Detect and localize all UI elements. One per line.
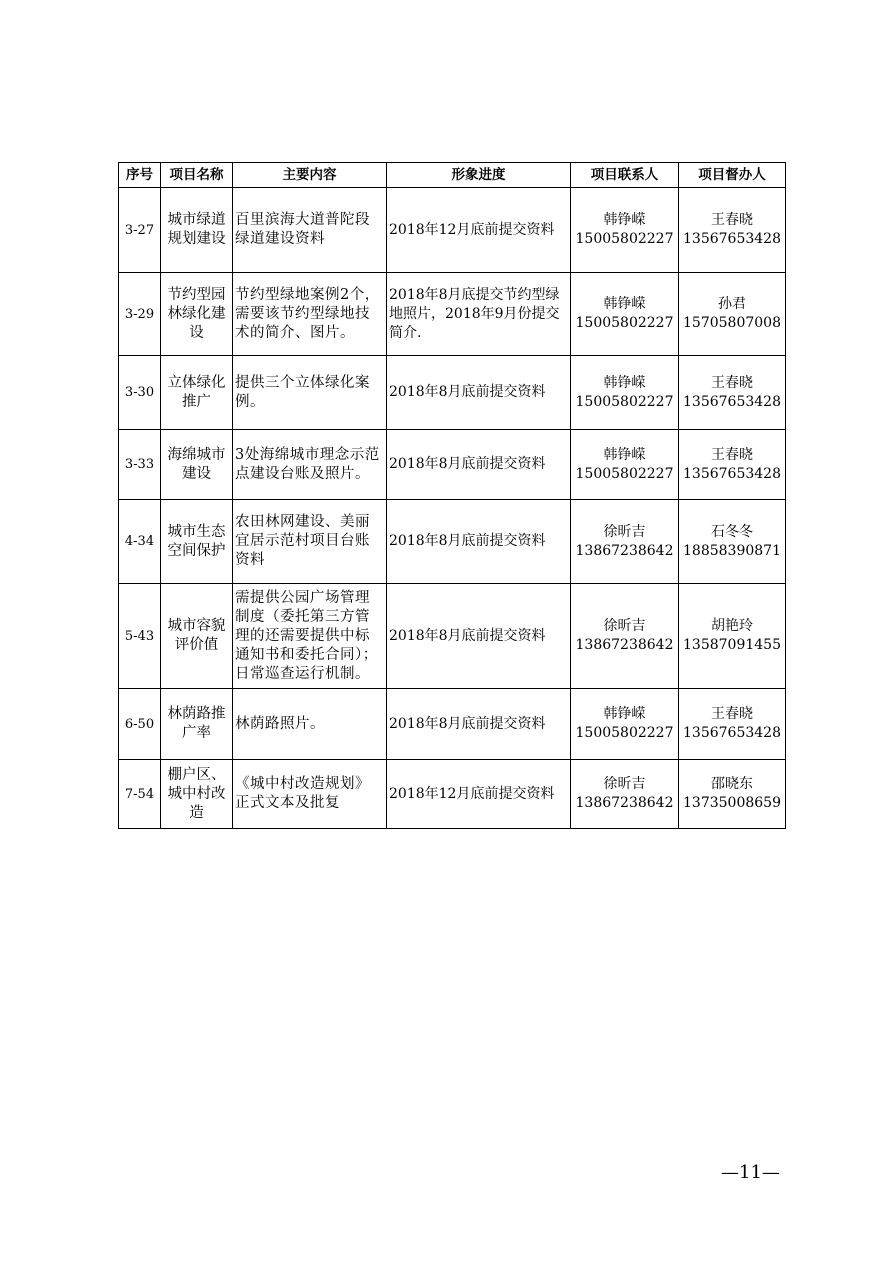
row-supervisor [679, 273, 786, 356]
row-project-name: 城市绿道规划建设 [161, 188, 233, 273]
supervisor-name: 孙君 [718, 296, 746, 312]
row-progress: 2018年12月底前提交资料 [387, 188, 571, 273]
supervisor-phone: 15705807008 [683, 315, 781, 331]
supervisor-phone: 13735008659 [683, 795, 781, 811]
supervisor-name: 胡艳玲 [711, 618, 753, 634]
header-progress: 形象进度 [387, 163, 571, 188]
contact-name: 韩铮嵘 [603, 706, 646, 722]
supervisor-name: 王春晓 [711, 212, 753, 228]
row-number: 5-43 [119, 584, 161, 689]
supervisor-name: 王春晓 [711, 374, 753, 391]
contact-name: 韩铮嵘 [603, 296, 646, 312]
row-number: 3-29 [119, 273, 161, 356]
row-number: 6-50 [119, 689, 161, 760]
contact-phone: 15005802227 [575, 231, 674, 247]
row-main-content: 节约型绿地案例2个，需要该节约型绿地技术的简介、图片。 [233, 273, 387, 356]
row-project-name: 城市容貌评价值 [161, 584, 233, 689]
supervisor-name: 王春晓 [711, 446, 753, 463]
row-contact [571, 584, 679, 689]
header-contact: 项目联系人 [571, 163, 679, 188]
supervisor-name: 邵晓东 [711, 776, 753, 792]
contact-phone: 15005802227 [575, 725, 674, 741]
table-header-row [119, 163, 786, 188]
table-row [119, 356, 786, 430]
row-progress: 2018年8月底前提交资料 [387, 689, 571, 760]
row-project-name: 棚户区、城中村改造 [161, 760, 233, 829]
row-supervisor [679, 188, 786, 273]
row-progress: 2018年8月底前提交资料 [387, 356, 571, 430]
row-contact [571, 430, 679, 500]
row-number: 3-30 [119, 356, 161, 430]
row-progress: 2018年8月底前提交资料 [387, 430, 571, 500]
table-row [119, 760, 786, 829]
row-progress: 2018年8月底前提交资料 [387, 584, 571, 689]
row-progress: 2018年8月底提交节约型绿地照片，2018年9月份提交简介. [387, 273, 571, 356]
row-number: 3-27 [119, 188, 161, 273]
row-contact [571, 689, 679, 760]
contact-name: 徐昕吉 [603, 776, 646, 792]
supervisor-name: 王春晓 [711, 706, 753, 722]
row-progress: 2018年12月底前提交资料 [387, 760, 571, 829]
row-project-name: 林荫路推广率 [161, 689, 233, 760]
contact-phone: 15005802227 [575, 315, 674, 331]
header-project-name: 项目名称 [161, 163, 233, 188]
row-main-content: 林荫路照片。 [233, 689, 387, 760]
supervisor-phone: 13587091455 [683, 637, 781, 653]
header-no: 序号 [119, 163, 161, 188]
supervisor-phone: 13567653428 [683, 725, 781, 741]
row-supervisor [679, 356, 786, 430]
row-progress: 2018年8月底前提交资料 [387, 500, 571, 584]
header-supervisor: 项目督办人 [679, 163, 786, 188]
table-row [119, 689, 786, 760]
contact-phone: 15005802227 [575, 465, 674, 482]
row-project-name: 立体绿化推广 [161, 356, 233, 430]
row-contact [571, 500, 679, 584]
row-supervisor [679, 584, 786, 689]
contact-phone: 13867238642 [575, 637, 674, 653]
contact-phone: 13867238642 [575, 795, 674, 811]
contact-name: 韩铮嵘 [603, 374, 646, 391]
contact-phone: 13867238642 [575, 542, 674, 559]
row-project-name: 节约型园林绿化建设 [161, 273, 233, 356]
row-contact [571, 356, 679, 430]
table-row [119, 188, 786, 273]
row-number: 7-54 [119, 760, 161, 829]
contact-name: 徐昕吉 [603, 523, 646, 540]
supervisor-phone: 13567653428 [683, 393, 781, 410]
row-main-content: 提供三个立体绿化案例。 [233, 356, 387, 430]
row-contact [571, 188, 679, 273]
contact-phone: 15005802227 [575, 393, 674, 410]
supervisor-phone: 18858390871 [683, 542, 781, 559]
contact-name: 韩铮嵘 [603, 212, 646, 228]
contact-name: 韩铮嵘 [603, 446, 646, 463]
supervisor-phone: 13567653428 [683, 465, 781, 482]
row-number: 4-34 [119, 500, 161, 584]
row-main-content: 《城中村改造规划》正式文本及批复 [233, 760, 387, 829]
page-number: —11— [721, 1162, 780, 1183]
table-row [119, 430, 786, 500]
row-main-content: 3处海绵城市理念示范点建设台账及照片。 [233, 430, 387, 500]
supervisor-phone: 13567653428 [683, 231, 781, 247]
table-row [119, 500, 786, 584]
row-contact [571, 760, 679, 829]
header-main-content: 主要内容 [233, 163, 387, 188]
project-table [118, 162, 786, 829]
row-main-content: 农田林网建设、美丽宜居示范村项目台账资料 [233, 500, 387, 584]
row-project-name: 海绵城市建设 [161, 430, 233, 500]
row-main-content: 需提供公园广场管理制度（委托第三方管理的还需要提供中标通知书和委托合同）；日常巡查运行机制。 [233, 584, 387, 689]
row-contact [571, 273, 679, 356]
row-main-content: 百里滨海大道普陀段绿道建设资料 [233, 188, 387, 273]
row-supervisor [679, 500, 786, 584]
row-number: 3-33 [119, 430, 161, 500]
row-supervisor [679, 430, 786, 500]
row-supervisor [679, 689, 786, 760]
contact-name: 徐昕吉 [603, 618, 646, 634]
supervisor-name: 石冬冬 [711, 523, 753, 540]
row-supervisor [679, 760, 786, 829]
table-row [119, 584, 786, 689]
table-row [119, 273, 786, 356]
row-project-name: 城市生态空间保护 [161, 500, 233, 584]
